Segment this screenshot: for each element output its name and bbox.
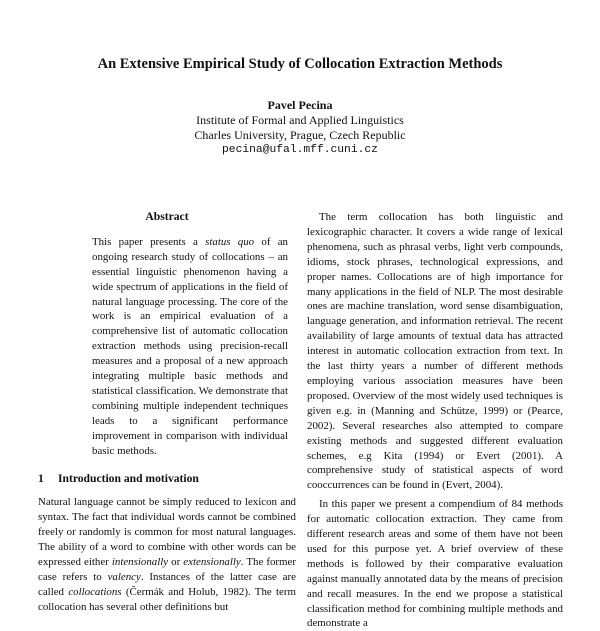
intro-paragraph: Natural language cannot be simply reduced to lexicon and syntax. The fact that individual words cannot be combined freely or randomly is common for most natural languages. The ability of a word to combine with other words can be expressed either intensionally or extensionally. The former case refers to valency. Instances of the latter case are called collocations (Čermák and Holub, 1982). The term collocation has several other definitions but [38, 496, 296, 613]
author-email: pecina@ufal.mff.cuni.cz [222, 144, 378, 156]
author-name: Pavel Pecina [267, 98, 333, 112]
abstract-text: This paper presents a status quo of an ongoing research study of collocations – an essential linguistic phenomenon having a wide spectrum of applications in the field of natural language processing. The core of the work is an empirical evaluation of a comprehensive list of automatic collocation extraction methods using precision-recall measures and a proposal of a new approach integrating multiple basic methods and statistical classification. We demonstrate that combining multiple independent techniques leads to a significant performance improvement in comparison with individual basic methods. [92, 235, 288, 457]
section-number: 1 [38, 471, 44, 485]
section-title: Introduction and motivation [58, 471, 199, 485]
abstract-heading: Abstract [145, 210, 189, 223]
affiliation-university: Charles University, Prague, Czech Republic [194, 128, 406, 142]
body-paragraph-1: The term collocation has both linguistic and lexicographic character. It covers a wide range of lexical phenomena, such as phrasal verbs, light verb compounds, idioms, stock phrases, technological expressions, and proper names. Collocations are of high importance for many applications in the field of NLP. The most desirable ones are machine translation, word sense disambiguation, language generation, and information retrieval. The recent availability of large amounts of textual data has attracted interest in automatic collocation extraction from text. In the last thirty years a number of different methods employing various association measures have been proposed. Overview of the most widely used techniques is given e.g. in (Manning and Schütze, 1999) or (Pearce, 2002). Several researches also attempted to compare existing methods and suggested different evaluation schemes, e.g Kita (1994) or Evert (2001). A comprehensive study of statistical aspects of word cooccurrences can be found in (Evert, 2004). [307, 211, 563, 492]
paper-title: An Extensive Empirical Study of Collocation Extraction Methods [97, 56, 503, 72]
author-block [0, 98, 600, 158]
right-column [307, 210, 563, 631]
affiliation-institute: Institute of Formal and Applied Linguistics [196, 113, 404, 127]
section-heading [38, 472, 296, 487]
body-paragraph-2: In this paper we present a compendium of 84 methods for automatic collocation extraction. They came from different research areas and some of them have not been used for this purpose yet. A brief overview of these methods is followed by their comparative evaluation against manually annotated data by the means of precision and recall measures. In the end we propose a statistical classification method for combining multiple methods and demonstrate a [307, 498, 563, 630]
left-column [38, 210, 296, 615]
